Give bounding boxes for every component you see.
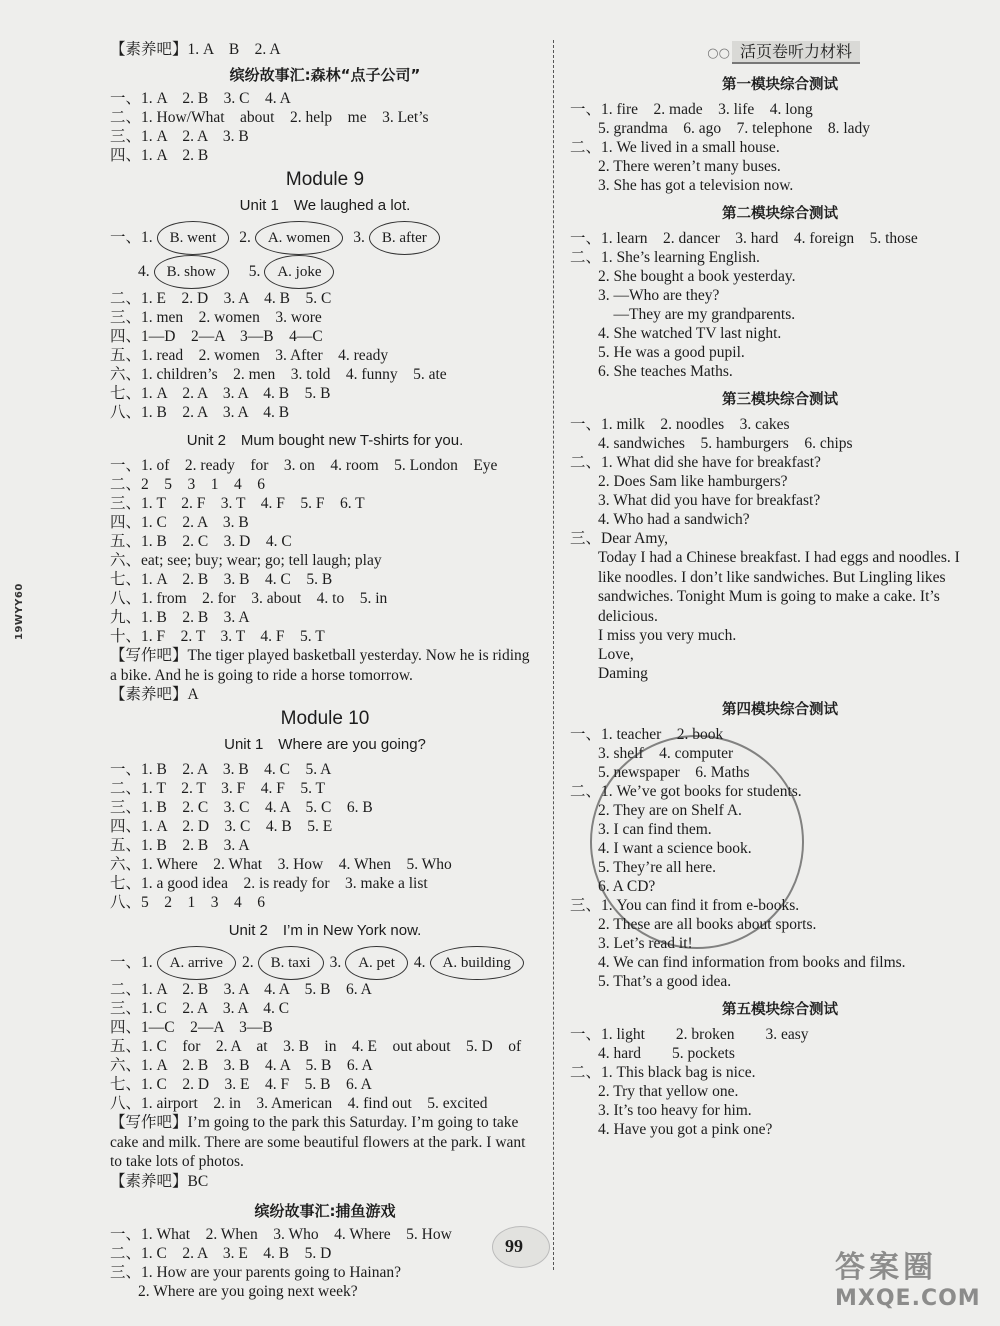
circled-answer: A. building <box>430 946 524 980</box>
answer-line: 二、1. We lived in a small house. <box>570 139 780 156</box>
question-number: 3. <box>353 229 365 246</box>
test5-title: 第五模块综合测试 <box>722 1002 838 1018</box>
module-10-title: Module 10 <box>280 708 370 729</box>
test3-title: 第三模块综合测试 <box>722 392 838 408</box>
answer-line: 三、1. men 2. women 3. wore <box>110 309 322 326</box>
question-number: 2. <box>241 954 254 971</box>
circled-answer: A. joke <box>264 255 334 289</box>
answer-line: 二、1. This black bag is nice. <box>570 1064 756 1081</box>
answer-line: 四、1—D 2—A 3—B 4—C <box>110 328 323 345</box>
column-divider <box>553 40 554 1270</box>
answer-line: 一、1. learn 2. dancer 3. hard 4. foreign 5. those <box>570 230 918 247</box>
answer-line: 4. She watched TV last night. <box>598 325 782 342</box>
answer-line: 二、1. E 2. D 3. A 4. B 5. C <box>110 290 332 307</box>
story1-title: 缤纷故事汇:森林“点子公司” <box>229 66 421 84</box>
answer-line: 四、1. A 2. D 3. C 4. B 5. E <box>110 818 333 835</box>
page-number: 99 <box>505 1236 523 1256</box>
answer-line: 4. Have you got a pink one? <box>598 1121 773 1138</box>
answer-line: 3. shelf 4. computer <box>598 745 734 762</box>
answer-line: 6. She teaches Maths. <box>598 363 733 380</box>
answer-line: 2. There weren’t many buses. <box>598 158 781 175</box>
answer-line: 5. grandma 6. ago 7. telephone 8. lady <box>598 120 871 137</box>
answer-line: 5. That’s a good idea. <box>598 973 732 990</box>
left-column <box>110 40 540 1301</box>
answer-line: 二、1. A 2. B 3. A 4. A 5. B 6. A <box>110 981 372 998</box>
answer-line: 2. They are on Shelf A. <box>598 802 742 819</box>
watermark-url: MXQE.COM <box>835 1286 981 1311</box>
m9-writing-answer: 【写作吧】The tiger played basketball yesterday. Now he is riding a bike. And he is going to ride a horse tomorrow. <box>110 647 530 684</box>
question-number: 一、1. <box>110 954 153 971</box>
answer-line: 5. He was a good pupil. <box>598 344 745 361</box>
answer-line: 十、1. F 2. T 3. T 4. F 5. T <box>110 628 325 645</box>
answer-line: 5. newspaper 6. Maths <box>598 764 750 781</box>
bubble-icon: ○○ <box>707 46 730 61</box>
question-number: 2. <box>239 229 251 246</box>
answer-line: 八、1. from 2. for 3. about 4. to 5. in <box>110 590 388 607</box>
letter-line: I miss you very much. <box>598 627 737 644</box>
m10-unit1-title: Unit 1 Where are you going? <box>224 736 426 753</box>
answer-line: 六、1. A 2. B 3. B 4. A 5. B 6. A <box>110 1057 373 1074</box>
answer-line: 6. A CD? <box>598 878 656 895</box>
circled-answer: B. went <box>157 221 230 255</box>
answer-line: —They are my grandparents. <box>598 306 796 323</box>
circled-answer: A. women <box>255 221 344 255</box>
answer-line: 5. They’re all here. <box>598 859 717 876</box>
letter-line: Love, <box>598 646 634 663</box>
answer-line: 七、1. A 2. B 3. B 4. C 5. B <box>110 571 333 588</box>
answer-line: 二、1. She’s learning English. <box>570 249 760 266</box>
module-9-title: Module 9 <box>285 169 365 190</box>
answer-line: 3. What did you have for breakfast? <box>598 492 821 509</box>
answer-line: 一、1. milk 2. noodles 3. cakes <box>570 416 790 433</box>
circled-answer: A. pet <box>345 946 408 980</box>
answer-line: 五、1. B 2. B 3. A <box>110 837 250 854</box>
answer-line: 四、1—C 2—A 3—B <box>110 1019 273 1036</box>
answer-line: 六、1. Where 2. What 3. How 4. When 5. Who <box>110 856 452 873</box>
answer-line: 一、1. fire 2. made 3. life 4. long <box>570 101 813 118</box>
answer-line: 一、1. light 2. broken 3. easy <box>570 1026 809 1043</box>
answer-line: 二、1. C 2. A 3. E 4. B 5. D <box>110 1244 332 1262</box>
answer-line: 3. —Who are they? <box>598 287 720 304</box>
m9u2-answers <box>110 456 540 646</box>
m9u1-oval-row-2 <box>110 255 540 289</box>
answer-line: 三、1. How are your parents going to Hainan? <box>110 1263 401 1281</box>
test2-title: 第二模块综合测试 <box>722 206 838 222</box>
m9-unit2-title: Unit 2 Mum bought new T-shirts for you. <box>186 432 464 449</box>
test1-title: 第一模块综合测试 <box>722 77 838 93</box>
answer-line: 六、eat; see; buy; wear; go; tell laugh; play <box>110 552 382 569</box>
answer-line: 七、1. C 2. D 3. E 4. F 5. B 6. A <box>110 1076 372 1093</box>
answer-line: 九、1. B 2. B 3. A <box>110 609 250 626</box>
question-number: 4. <box>138 263 150 280</box>
answer-line: 一、1. of 2. ready for 3. on 4. room 5. London Eye <box>110 457 498 474</box>
answer-line: 2. She bought a book yesterday. <box>598 268 796 285</box>
question-number: 3. <box>329 954 342 971</box>
site-watermark <box>835 1242 985 1312</box>
answer-line: 二、1. T 2. T 3. F 4. F 5. T <box>110 780 326 797</box>
story2-title: 缤纷故事汇:捕鱼游戏 <box>254 1201 396 1220</box>
m10-unit2-title: Unit 2 I’m in New York now. <box>228 922 422 939</box>
answer-line: 一、1. teacher 2. book <box>570 726 724 743</box>
side-code: 19WYY60 <box>14 583 25 640</box>
answer-line: 五、1. C for 2. A at 3. B in 4. E out about 5. D of <box>110 1038 522 1055</box>
answer-line: 3. I can find them. <box>598 821 712 838</box>
test4-title: 第四模块综合测试 <box>722 702 838 718</box>
answer-line: 4. We can find information from books and films. <box>598 954 906 971</box>
answer-line: 三、1. You can find it from e-books. <box>570 897 800 914</box>
letter-line: Daming <box>598 665 648 682</box>
answer-line: 三、1. A 2. A 3. B <box>110 128 249 145</box>
answer-line: 3. Let’s read it! <box>598 935 693 952</box>
answer-line: 七、1. A 2. A 3. A 4. B 5. B <box>110 385 331 402</box>
answer-line: 2. Does Sam like hamburgers? <box>598 473 788 490</box>
answer-line: 4. hard 5. pockets <box>598 1045 735 1062</box>
answer-line: 一、1. B 2. A 3. B 4. C 5. A <box>110 761 332 778</box>
top-literacy-answer: 【素养吧】1. A B 2. A <box>110 41 281 58</box>
circled-answer: B. show <box>154 255 229 289</box>
answer-line: 六、1. children’s 2. men 3. told 4. funny 5. ate <box>110 366 447 383</box>
answer-line: 2. These are all books about sports. <box>598 916 817 933</box>
answer-line: 2. Try that yellow one. <box>598 1083 739 1100</box>
answer-line: 二、1. We’ve got books for students. <box>570 783 802 800</box>
answer-line: 4. Who had a sandwich? <box>598 511 750 528</box>
m9u1-oval-row-1 <box>110 221 540 255</box>
answer-line: 3. She has got a television now. <box>598 177 794 194</box>
answer-line: 二、1. What did she have for breakfast? <box>570 454 821 471</box>
answer-line: 3. It’s too heavy for him. <box>598 1102 752 1119</box>
answer-line: 三、1. B 2. C 3. C 4. A 5. C 6. B <box>110 799 373 816</box>
answer-line: 八、1. airport 2. in 3. American 4. find out 5. excited <box>110 1095 488 1112</box>
answer-line: 五、1. B 2. C 3. D 4. C <box>110 533 292 550</box>
watermark-logo-text: 答案圈 <box>835 1250 937 1285</box>
circled-answer: A. arrive <box>157 946 236 980</box>
answer-line: 二、1. How/What about 2. help me 3. Let’s <box>110 109 429 126</box>
letter-body: Today I had a Chinese breakfast. I had eggs and noodles. I like noodles. I don’t like sandwiches. But Lingling likes sandwiches. Tonight Mum is going to make a cake. It’s delicious. <box>598 549 960 625</box>
answer-line: 4. sandwiches 5. hamburgers 6. chips <box>598 435 853 452</box>
circled-answer: B. taxi <box>258 946 324 980</box>
answer-line: 二、2 5 3 1 4 6 <box>110 476 266 493</box>
letter-greeting: 三、Dear Amy, <box>570 530 669 547</box>
answer-line: 四、1. A 2. B <box>110 147 209 164</box>
m9u1-answers <box>110 289 540 422</box>
answer-line: 四、1. C 2. A 3. B <box>110 514 249 531</box>
answer-line: 三、1. T 2. F 3. T 4. F 5. F 6. T <box>110 495 365 512</box>
m10u1-answers <box>110 760 540 912</box>
question-number: 一、1. <box>110 229 153 246</box>
circled-answer: B. after <box>369 221 440 255</box>
answer-line: 2. Where are you going next week? <box>138 1282 358 1300</box>
m9-unit1-title: Unit 1 We laughed a lot. <box>239 197 411 214</box>
banner-text: 活页卷听力材料 <box>732 41 860 64</box>
answer-line: 一、1. What 2. When 3. Who 4. Where 5. How <box>110 1225 452 1243</box>
answer-line: 三、1. C 2. A 3. A 4. C <box>110 1000 290 1017</box>
question-number: 4. <box>413 954 426 971</box>
m10-literacy-answer: 【素养吧】BC <box>110 1172 209 1190</box>
story2-answers <box>110 1225 540 1301</box>
listening-materials-banner <box>570 40 990 66</box>
m10-writing-answer: 【写作吧】I’m going to the park this Saturday. I’m going to take cake and milk. There are some beautiful flowers at the park. I want to take lots of photos. <box>110 1114 526 1170</box>
right-column <box>570 40 990 1139</box>
m9-literacy-answer: 【素养吧】A <box>110 686 199 703</box>
m10u2-answers <box>110 980 540 1113</box>
answer-line: 七、1. a good idea 2. is ready for 3. make a list <box>110 875 428 892</box>
answer-line: 八、1. B 2. A 3. A 4. B <box>110 404 290 421</box>
question-number: 5. <box>248 263 261 280</box>
answer-line: 八、5 2 1 3 4 6 <box>110 894 266 911</box>
story1-answers <box>110 89 540 165</box>
answer-line: 五、1. read 2. women 3. After 4. ready <box>110 347 389 364</box>
m10u2-oval-row <box>110 946 540 980</box>
answer-line: 4. I want a science book. <box>598 840 752 857</box>
answer-line: 一、1. A 2. B 3. C 4. A <box>110 90 291 107</box>
